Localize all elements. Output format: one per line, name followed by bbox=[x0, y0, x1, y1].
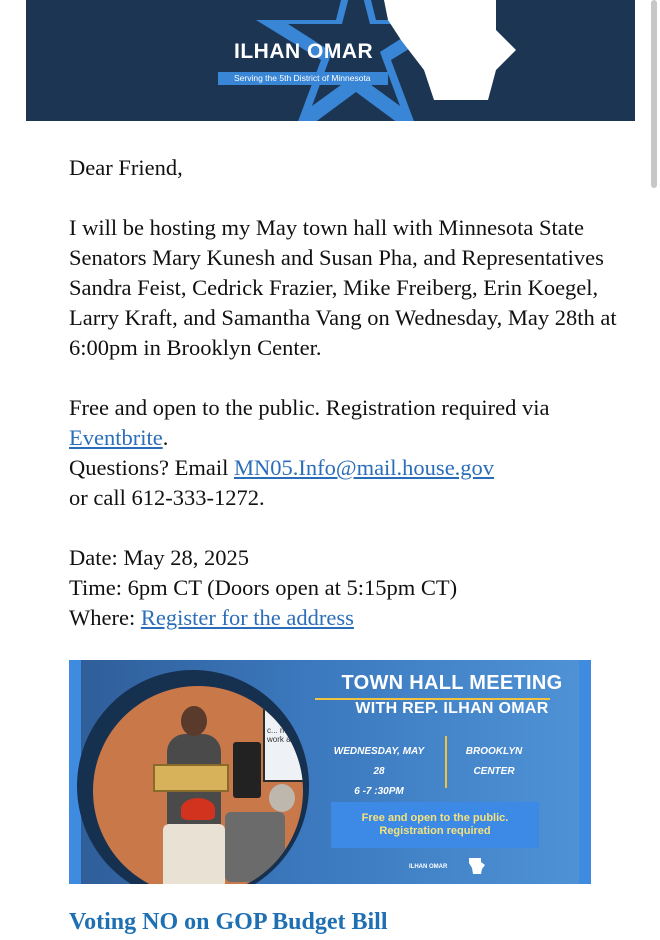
email-body bbox=[69, 153, 629, 663]
loudspeaker bbox=[233, 742, 261, 798]
event-details bbox=[69, 543, 629, 633]
scrollbar[interactable] bbox=[651, 0, 657, 188]
section-heading: Voting NO on GOP Budget Bill bbox=[69, 909, 388, 935]
town-hall-photo bbox=[93, 686, 303, 884]
greeting: Dear Friend, bbox=[69, 155, 183, 180]
minnesota-logo-icon bbox=[467, 856, 547, 876]
presentation-screen bbox=[263, 708, 303, 782]
period: . bbox=[162, 425, 169, 450]
audience-chair bbox=[163, 824, 225, 884]
registration-paragraph bbox=[69, 393, 629, 513]
audience-chair bbox=[225, 812, 285, 882]
banner-subtitle: WITH REP. ILHAN OMAR bbox=[355, 700, 549, 717]
email-header-banner bbox=[26, 0, 635, 121]
banner-date bbox=[331, 742, 427, 802]
banner-date-line2: 6 -7 :30PM bbox=[354, 786, 404, 797]
banner-location bbox=[455, 742, 533, 782]
banner-logo-text: ILHAN OMAR bbox=[409, 864, 448, 870]
email-link[interactable]: MN05.Info@mail.house.gov bbox=[233, 455, 495, 480]
banner-divider bbox=[445, 736, 447, 788]
date-line: Date: May 28, 2025 bbox=[69, 545, 249, 570]
free-text: Free and open to the public. Registration required via bbox=[69, 395, 550, 420]
questions-text: Questions? Email bbox=[69, 455, 234, 480]
banner-date-line1: WEDNESDAY, MAY 28 bbox=[333, 746, 425, 777]
podium bbox=[153, 764, 229, 792]
audience-member-red-hat bbox=[181, 798, 215, 820]
banner-free-line1: Free and open to the public. bbox=[361, 812, 509, 824]
brand-tagline: Serving the 5th District of Minnesota bbox=[234, 73, 371, 83]
audience-member bbox=[269, 784, 295, 812]
speaker-head bbox=[181, 706, 207, 736]
banner-free-box bbox=[331, 802, 539, 848]
where-label: Where: bbox=[69, 605, 141, 630]
banner-location-line2: CENTER bbox=[473, 766, 515, 777]
eventbrite-link[interactable]: Eventbrite bbox=[69, 425, 163, 450]
banner-location-line1: BROOKLYN bbox=[465, 746, 523, 757]
banner-title: TOWN HALL MEETING bbox=[341, 672, 563, 694]
intro-paragraph: I will be hosting my May town hall with Minnesota State Senators Mary Kunesh and Susan Pha, and Representatives Sandra Feist, Cedrick Frazier, Mike Freiberg, Erin Koegel, Larry Kraft, and Samantha Vang on Wednesday, May 28th at 6:00pm in Brooklyn Center. bbox=[69, 215, 617, 360]
banner-free-line2: Registration required bbox=[379, 825, 491, 837]
town-hall-banner-image[interactable] bbox=[69, 660, 591, 884]
register-address-link[interactable]: Register for the address bbox=[140, 605, 354, 630]
brand-name: ILHAN OMAR bbox=[234, 40, 374, 63]
call-text: or call 612-333-1272. bbox=[69, 485, 265, 510]
screen-text: c... me... work a... bbox=[267, 726, 298, 744]
time-line: Time: 6pm CT (Doors open at 5:15pm CT) bbox=[69, 575, 458, 600]
